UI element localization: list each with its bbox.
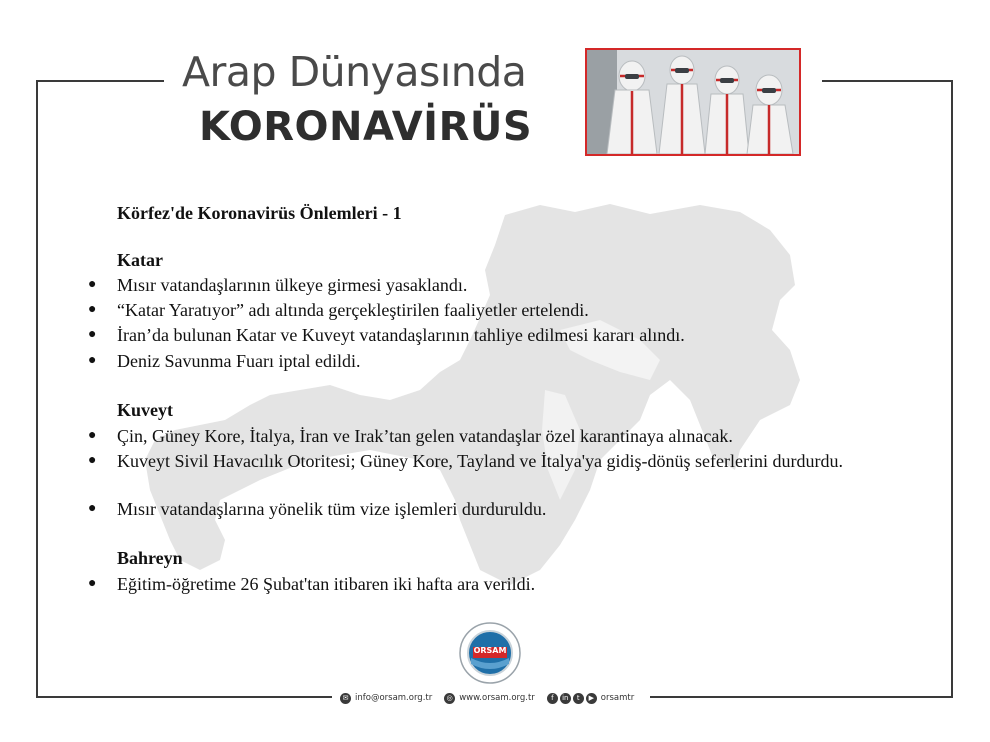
footer-website[interactable] [444, 693, 535, 704]
section-heading-katar: Katar [117, 250, 163, 270]
frame-bottom-right [650, 696, 953, 698]
list-item-text: Mısır vatandaşlarına yönelik tüm vize işlemleri durduruldu. [117, 499, 547, 519]
frame-top-left [36, 80, 164, 82]
twitter-icon[interactable]: t [573, 693, 584, 704]
bullet-icon: ● [88, 453, 97, 468]
bullet-icon: ● [88, 428, 97, 443]
frame-bottom-left [36, 696, 332, 698]
footer-email[interactable] [340, 693, 432, 704]
bullet-icon: ● [88, 327, 97, 342]
list-item-text: Çin, Güney Kore, İtalya, İran ve Irak’tan gelen vatandaşlar özel karantinaya alınacak. [117, 426, 733, 446]
list-item-text: “Katar Yaratıyor” adı altında gerçekleştirilen faaliyetler ertelendi. [117, 300, 589, 320]
linkedin-icon[interactable]: in [560, 693, 571, 704]
orsam-logo [459, 622, 521, 684]
header-title-line1: Arap Dünyasında [182, 48, 527, 96]
bullet-icon: ● [88, 353, 97, 368]
mail-icon: ✉ [340, 693, 351, 704]
frame-left [36, 80, 38, 698]
globe-icon: ◎ [444, 693, 455, 704]
list-item-text: Kuveyt Sivil Havacılık Otoritesi; Güney Kore, Tayland ve İtalya'ya gidiş-dönüş seferlerini durdurdu. [117, 451, 843, 471]
list-item-text: Mısır vatandaşlarının ülkeye girmesi yasaklandı. [117, 275, 468, 295]
bullet-icon: ● [88, 501, 97, 516]
header-photo-health-workers [585, 48, 801, 156]
bullet-icon: ● [88, 277, 97, 292]
bullet-icon: ● [88, 576, 97, 591]
footer-website-text: www.orsam.org.tr [459, 693, 535, 703]
frame-right [951, 80, 953, 698]
footer-social-handle: orsamtr [600, 693, 635, 703]
logo-text: ORSAM [473, 646, 507, 655]
section-heading-bahreyn: Bahreyn [117, 548, 183, 568]
list-item-text: Deniz Savunma Fuarı iptal edildi. [117, 351, 361, 371]
section-heading-kuveyt: Kuveyt [117, 400, 173, 420]
footer-contact-bar [340, 687, 646, 709]
frame-top-right [822, 80, 953, 82]
list-item-text: İran’da bulunan Katar ve Kuveyt vatandaşlarının tahliye edilmesi kararı alındı. [117, 325, 685, 345]
facebook-icon[interactable]: f [547, 693, 558, 704]
footer-email-text: info@orsam.org.tr [355, 693, 433, 703]
header-title-line2: KORONAVİRÜS [199, 104, 533, 150]
footer-social[interactable] [547, 693, 634, 704]
document-title: Körfez'de Koronavirüs Önlemleri - 1 [117, 203, 402, 223]
youtube-icon[interactable]: ▶ [586, 693, 597, 704]
bullet-icon: ● [88, 302, 97, 317]
list-item-text: Eğitim-öğretime 26 Şubat'tan itibaren iki hafta ara verildi. [117, 574, 536, 594]
